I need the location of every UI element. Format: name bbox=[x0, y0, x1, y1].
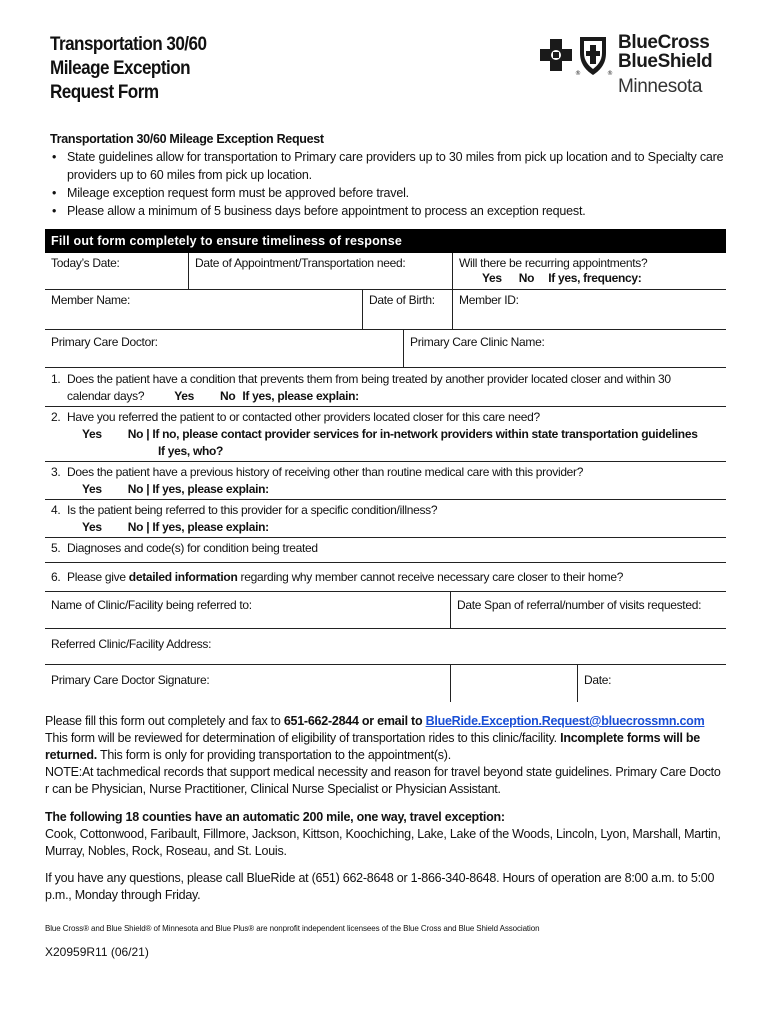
q3-yes-option[interactable]: Yes bbox=[82, 482, 102, 496]
request-form bbox=[45, 229, 726, 702]
signature-spacer bbox=[450, 665, 577, 702]
question-number: 5. bbox=[51, 541, 61, 555]
intro-bullet: • State guidelines allow for transportation to Primary care providers up to 30 miles from pick up location and to Specialty care providers up to 60 miles from pick up location. bbox=[50, 148, 730, 184]
question-1-text-cont: calendar days? bbox=[67, 389, 145, 403]
facility-address-label: Referred Clinic/Facility Address: bbox=[51, 637, 212, 651]
todays-date-label: Today’s Date: bbox=[51, 256, 120, 270]
date-span-field[interactable] bbox=[450, 592, 726, 628]
instructions-section bbox=[45, 713, 725, 904]
email-link[interactable]: BlueRide.Exception.Request@bluecrossmn.com bbox=[425, 714, 705, 728]
question-3 bbox=[45, 462, 726, 500]
signature-label: Primary Care Doctor Signature: bbox=[51, 673, 210, 687]
fax-instructions bbox=[45, 713, 725, 730]
q4-yes-option[interactable]: Yes bbox=[82, 520, 102, 534]
svg-text:®: ® bbox=[575, 70, 581, 77]
recurring-yes-option[interactable]: Yes bbox=[482, 271, 502, 285]
intro-bullet: • Please allow a minimum of 5 business days before appointment to process an exception request. bbox=[50, 202, 730, 220]
counties-heading: The following 18 counties have an automatic 200 mile, one way, travel exception: bbox=[45, 810, 505, 824]
question-1-text: Does the patient have a condition that prevents them from being treated by another provider located closer and within 30 bbox=[67, 372, 671, 386]
primary-care-doctor-field[interactable] bbox=[45, 332, 403, 367]
recurring-label: Will there be recurring appointments? bbox=[459, 256, 648, 270]
svg-text:®: ® bbox=[607, 70, 613, 77]
question-number: 4. bbox=[51, 503, 61, 517]
form-header-bar: Fill out form completely to ensure timeliness of response bbox=[45, 229, 726, 253]
q2-no-option[interactable]: No bbox=[127, 427, 144, 441]
intro-section bbox=[50, 130, 730, 220]
member-id-label: Member ID: bbox=[459, 293, 519, 307]
review-text-a: This form will be reviewed for determination of eligibility of transportation rides to this clinic/facility. bbox=[45, 731, 557, 745]
cross-shield-logo-icon bbox=[540, 33, 612, 77]
separator: | bbox=[146, 427, 150, 441]
disclaimer: Blue Cross® and Blue Shield® of Minnesota and Blue Plus® are nonprofit independent licensees of the Blue Cross and Blue Shield Association bbox=[45, 924, 540, 933]
review-text bbox=[45, 730, 725, 764]
contact-info: If you have any questions, please call BlueRide at (651) 662-8648 or 1-866-340-8648. Hours of operation are 8:00 a.m. to 5:00 p.m., Monday through Friday. bbox=[45, 871, 715, 902]
title-line-2: Mileage Exception bbox=[50, 58, 191, 79]
intro-bullets bbox=[50, 148, 730, 220]
primary-care-doctor-label: Primary Care Doctor: bbox=[51, 335, 158, 349]
note-text: NOTE:At tachmedical records that support medical necessity and reason for travel beyond state guidelines. Primary Care Docto r can be Physician, Nurse Practitioner, Clinical Nurse Specialist or Physician Assistant. bbox=[45, 765, 721, 796]
logo-minnesota: Minnesota bbox=[618, 76, 703, 97]
dob-label: Date of Birth: bbox=[369, 293, 435, 307]
logo-bluecross: BlueCross bbox=[618, 32, 710, 53]
appointment-date-field[interactable] bbox=[188, 253, 452, 289]
facility-address-field[interactable] bbox=[45, 629, 726, 664]
question-6[interactable] bbox=[45, 563, 726, 592]
q4-explain-label: If yes, please explain: bbox=[152, 520, 269, 534]
form-row-signature bbox=[45, 665, 726, 702]
appointment-date-label: Date of Appointment/Transportation need: bbox=[195, 256, 406, 270]
question-2-text: Have you referred the patient to or contacted other providers located closer for this care need? bbox=[67, 410, 540, 424]
form-row-member bbox=[45, 290, 726, 330]
recurring-no-option[interactable]: No bbox=[518, 271, 535, 285]
member-id-field[interactable] bbox=[452, 290, 726, 329]
question-4 bbox=[45, 500, 726, 538]
q3-no-option[interactable]: No bbox=[127, 482, 144, 496]
primary-care-clinic-label: Primary Care Clinic Name: bbox=[410, 335, 545, 349]
intro-heading: Transportation 30/60 Mileage Exception Request bbox=[50, 132, 324, 146]
q2-ifyes-label: If yes, who? bbox=[158, 444, 224, 458]
form-row-dates bbox=[45, 253, 726, 290]
review-text-b: This form is only for providing transportation to the appointment(s). bbox=[99, 748, 451, 762]
form-row-primary-care bbox=[45, 330, 726, 368]
signature-date-label: Date: bbox=[584, 673, 612, 687]
question-6-text-post: regarding why member cannot receive necessary care closer to their home? bbox=[240, 570, 624, 584]
facility-name-label: Name of Clinic/Facility being referred to: bbox=[51, 598, 252, 612]
question-number: 2. bbox=[51, 410, 61, 424]
page-title bbox=[50, 33, 206, 105]
question-3-text: Does the patient have a previous history of receiving other than routine medical care with this provider? bbox=[67, 465, 584, 479]
date-span-label: Date Span of referral/number of visits requested: bbox=[457, 598, 702, 612]
recurring-appointments-field[interactable] bbox=[452, 253, 726, 289]
intro-bullet: • Mileage exception request form must be approved before travel. bbox=[50, 184, 730, 202]
question-5-text: Diagnoses and code(s) for condition being treated bbox=[67, 541, 318, 555]
question-number: 6. bbox=[51, 570, 61, 584]
member-name-label: Member Name: bbox=[51, 293, 131, 307]
question-6-text-bold: detailed information bbox=[128, 570, 238, 584]
member-name-field[interactable] bbox=[45, 290, 362, 329]
title-line-1: Transportation 30/60 bbox=[50, 34, 207, 55]
question-2 bbox=[45, 407, 726, 462]
form-code: X20959R11 (06/21) bbox=[45, 945, 149, 959]
bluecross-blueshield-logo bbox=[540, 30, 730, 102]
question-1 bbox=[45, 368, 726, 407]
q3-explain-label: If yes, please explain: bbox=[152, 482, 269, 496]
q2-yes-option[interactable]: Yes bbox=[82, 427, 102, 441]
review-text-bold: Incomplete forms will be returned. bbox=[45, 731, 700, 762]
signature-field[interactable] bbox=[45, 665, 450, 702]
logo-blueshield: BlueShield bbox=[618, 51, 713, 72]
form-row-facility bbox=[45, 592, 726, 629]
q2-ifno-text: If no, please contact provider services for in-network providers within state transportation guidelines bbox=[152, 427, 698, 441]
form-row-address bbox=[45, 629, 726, 665]
frequency-label: If yes, frequency: bbox=[548, 271, 642, 285]
primary-care-clinic-field[interactable] bbox=[403, 330, 726, 367]
fax-text: Please fill this form out completely and fax to bbox=[45, 714, 281, 728]
dob-field[interactable] bbox=[362, 290, 452, 329]
signature-date-field[interactable] bbox=[577, 665, 726, 702]
todays-date-field[interactable] bbox=[45, 253, 188, 289]
facility-name-field[interactable] bbox=[45, 592, 450, 628]
counties-list: Cook, Cottonwood, Faribault, Fillmore, Jackson, Kittson, Koochiching, Lake, Lake of the Woods, Lincoln, Lyon, Marshall, Martin, Murray, Nobles, Rock, Roseau, and St. Louis. bbox=[45, 827, 721, 858]
q1-no-option[interactable]: No bbox=[219, 389, 236, 403]
fax-number: 651-662-2844 or email to bbox=[283, 714, 423, 728]
separator: | bbox=[146, 520, 150, 534]
q1-explain-label: If yes, please explain: bbox=[242, 389, 359, 403]
title-line-3: Request Form bbox=[50, 82, 159, 103]
q4-no-option[interactable]: No bbox=[127, 520, 144, 534]
question-4-text: Is the patient being referred to this provider for a specific condition/illness? bbox=[67, 503, 438, 517]
separator: | bbox=[146, 482, 150, 496]
question-5[interactable] bbox=[45, 538, 726, 563]
q1-yes-option[interactable]: Yes bbox=[174, 389, 194, 403]
question-6-text-pre: Please give bbox=[67, 570, 126, 584]
question-number: 3. bbox=[51, 465, 61, 479]
question-number: 1. bbox=[51, 372, 61, 386]
